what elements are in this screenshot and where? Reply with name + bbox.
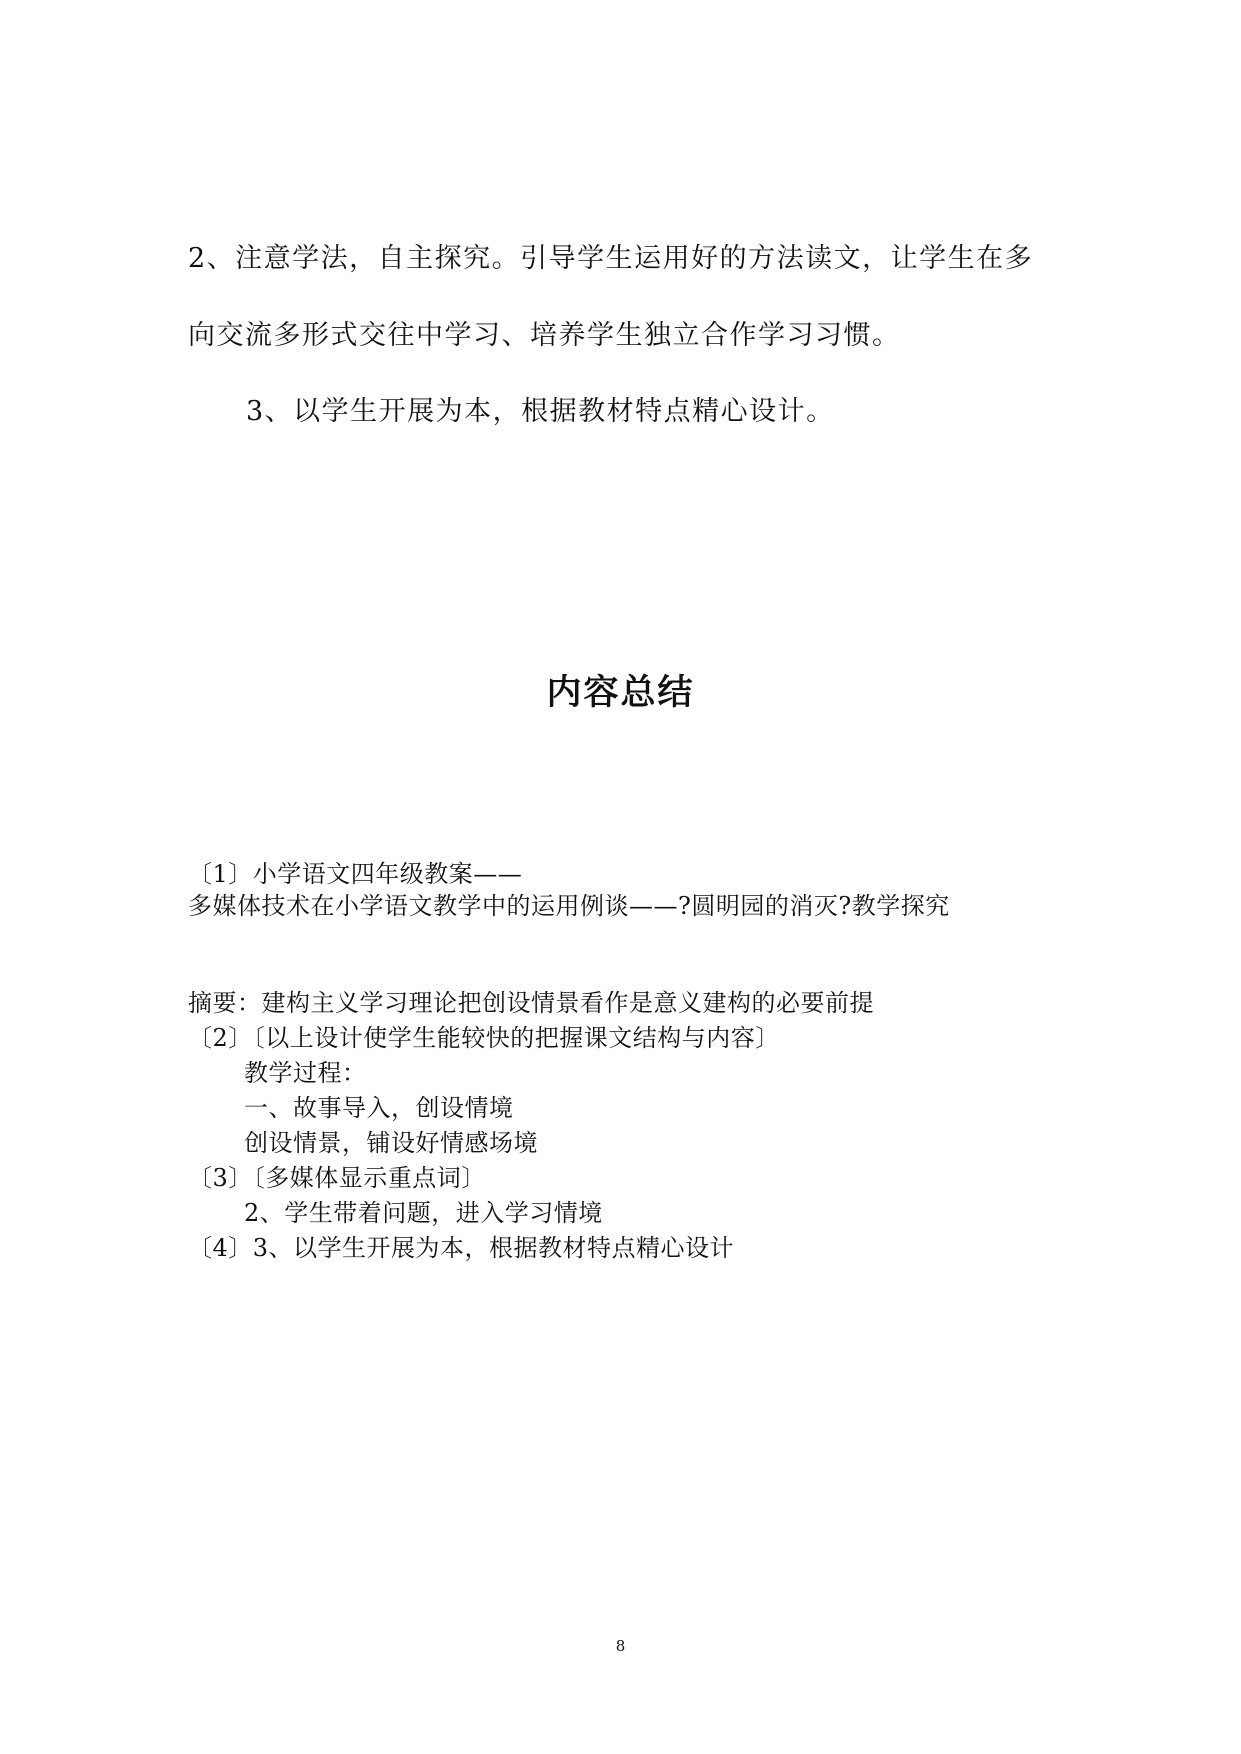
summary-line-9: 2、学生带着问题，进入学习情境 <box>244 1199 603 1227</box>
summary-line-7: 创设情景，铺设好情感场境 <box>244 1129 538 1157</box>
summary-line-8: 〔3〕〔多媒体显示重点词〕 <box>188 1164 486 1192</box>
summary-line-6: 一、故事导入，创设情境 <box>244 1094 514 1122</box>
paragraph-2-line-2: 向交流多形式交往中学习、培养学生独立合作学习习惯。 <box>188 320 901 351</box>
summary-line-1: 〔1〕小学语文四年级教案—— <box>188 860 523 888</box>
summary-heading: 内容总结 <box>546 673 695 713</box>
paragraph-3: 3、以学生开展为本，根据教材特点精心设计。 <box>246 396 835 427</box>
summary-line-4: 〔2〕〔以上设计使学生能较快的把握课文结构与内容〕 <box>188 1024 780 1052</box>
paragraph-2-line-1: 2、注意学法，自主探究。引导学生运用好的方法读文，让学生在多 <box>188 243 1034 274</box>
summary-line-3: 摘要：建构主义学习理论把创设情景看作是意义建构的必要前提 <box>188 989 874 1017</box>
summary-line-5: 教学过程： <box>244 1059 367 1087</box>
summary-line-10: 〔4〕3、以学生开展为本，根据教材特点精心设计 <box>188 1234 735 1262</box>
page-number: 8 <box>615 1637 626 1655</box>
summary-line-2: 多媒体技术在小学语文教学中的运用例谈——?圆明园的消灭?教学探究 <box>188 892 950 920</box>
